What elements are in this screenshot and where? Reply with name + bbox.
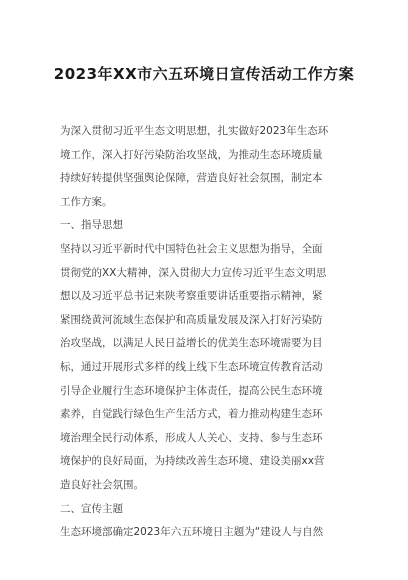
section1-line: 紧围绕黄河流域生态保护和高质量发展及深入打好污染防 — [60, 313, 323, 326]
section1-line: 想以及习近平总书记来陕考察重要讲话重要指示精神，紧 — [60, 290, 323, 303]
section1-line: 坚持以习近平新时代中国特色社会主义思想为指导，全面 — [60, 242, 323, 255]
intro-line: 境工作，深入打好污染防治攻坚战，为推动生态环境质量 — [60, 148, 323, 161]
section1-line: 境保护的良好局面，为持续改善生态环境、建设美丽xx营 — [60, 455, 325, 468]
section1-line: 境治理全民行动体系，形成人人关心、支持、参与生态环 — [60, 431, 323, 444]
section-heading-publicity-theme: 二、宣传主题 — [60, 502, 123, 515]
section2-line: 生态环境部确定2023年六五环境日主题为“建设人与自然 — [60, 526, 324, 539]
intro-line: 工作方案。 — [60, 195, 113, 208]
section1-line: 引导企业履行生态环境保护主体责任，提高公民生态环境 — [60, 384, 323, 397]
section1-line: 素养，自觉践行绿色生产生活方式，着力推动构建生态环 — [60, 408, 323, 421]
section-heading-guiding-ideology: 一、指导思想 — [60, 219, 123, 232]
intro-line: 为深入贯彻习近平生态文明思想，扎实做好2023年生态环 — [60, 125, 329, 137]
intro-line: 持续好转提供坚强舆论保障，营造良好社会氛围，制定本 — [60, 172, 323, 185]
document-body — [60, 120, 350, 545]
section1-line: 治攻坚战，以满足人民日益增长的优美生态环境需要为目 — [60, 337, 323, 350]
section1-line: 标，通过开展形式多样的线上线下生态环境宣传教育活动 — [60, 360, 323, 373]
section1-line: 贯彻党的XX大精神，深入贯彻大力宣传习近平生态文明思 — [60, 266, 327, 279]
section1-line: 造良好社会氛围。 — [60, 478, 144, 491]
document-title: 2023年XX市六五环境日宣传活动工作方案 — [53, 65, 355, 83]
